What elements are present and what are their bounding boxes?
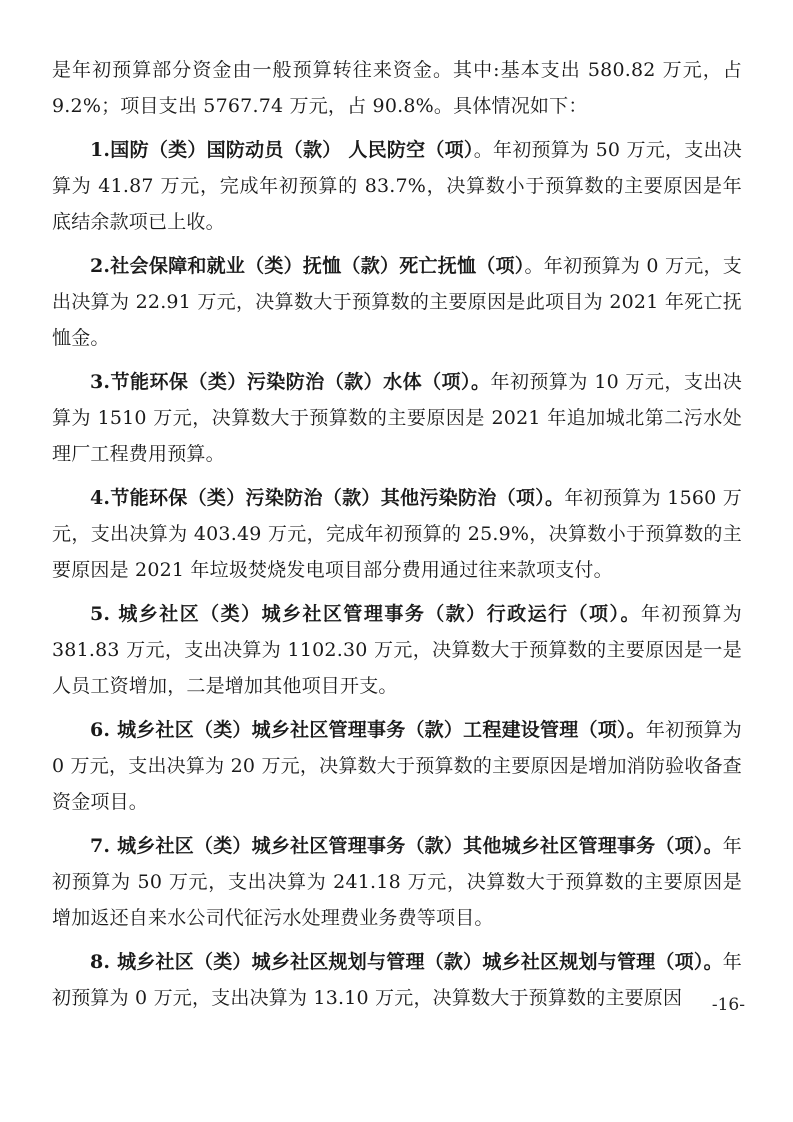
item-paragraph-5 (52, 596, 742, 704)
item-heading-7: 7. 城乡社区（类）城乡社区管理事务（款）其他城乡社区管理事务（项）。 (90, 835, 723, 857)
item-body-1: 。年初预算为 50 万元，支出决算为 41.87 万元，完成年初预算的 83.7%，决算数小于预算数的主要原因是年底结余款项已上收。 (52, 139, 742, 233)
item-paragraph-3 (52, 364, 742, 472)
item-body-7: 年初预算为 50 万元，支出决算为 241.18 万元，决算数大于预算数的主要原因是增加返还自来水公司代征污水处理费业务费等项目。 (52, 835, 742, 929)
item-heading-2: 2.社会保障和就业（类）抚恤（款）死亡抚恤（项） (90, 255, 525, 277)
item-body-4: 年初预算为 1560 万元，支出决算为 403.49 万元，完成年初预算的 25.9%，决算数小于预算数的主要原因是 2021 年垃圾焚烧发电项目部分费用通过往来款项支付。 (52, 487, 742, 581)
item-heading-6: 6. 城乡社区（类）城乡社区管理事务（款）工程建设管理（项）。 (90, 719, 646, 741)
item-paragraph-1 (52, 132, 742, 240)
item-heading-1: 1.国防（类）国防动员（款） 人民防空（项） (90, 139, 474, 161)
item-heading-3: 3.节能环保（类）污染防治（款）水体（项）。 (90, 371, 491, 393)
item-body-6: 年初预算为 0 万元，支出决算为 20 万元，决算数大于预算数的主要原因是增加消防验收备查资金项目。 (52, 719, 742, 813)
item-body-2: 。年初预算为 0 万元，支出决算为 22.91 万元，决算数大于预算数的主要原因是此项目为 2021 年死亡抚恤金。 (52, 255, 742, 349)
item-paragraph-4 (52, 480, 742, 588)
item-paragraph-2 (52, 248, 742, 356)
page-number: -16- (711, 995, 745, 1015)
item-body-8: 年初预算为 0 万元，支出决算为 13.10 万元，决算数大于预算数的主要原因 (52, 951, 742, 1009)
item-heading-5: 5. 城乡社区（类）城乡社区管理事务（款）行政运行（项）。 (90, 603, 641, 625)
item-heading-4: 4.节能环保（类）污染防治（款）其他污染防治（项）。 (90, 487, 565, 509)
intro-paragraph: 是年初预算部分资金由一般预算转往来资金。其中:基本支出 580.82 万元，占 9.2%；项目支出 5767.74 万元，占 90.8%。具体情况如下： (52, 59, 742, 117)
item-heading-8: 8. 城乡社区（类）城乡社区规划与管理（款）城乡社区规划与管理（项）。 (90, 951, 723, 973)
item-paragraph-6 (52, 712, 742, 820)
document-body (52, 52, 742, 1024)
item-paragraph-7 (52, 828, 742, 936)
item-paragraph-8 (52, 944, 742, 1016)
item-body-5: 年初预算为 381.83 万元，支出决算为 1102.30 万元，决算数大于预算数的主要原因是一是人员工资增加，二是增加其他项目开支。 (52, 603, 742, 697)
item-body-3: 年初预算为 10 万元，支出决算为 1510 万元，决算数大于预算数的主要原因是 2021 年追加城北第二污水处理厂工程费用预算。 (52, 371, 742, 465)
